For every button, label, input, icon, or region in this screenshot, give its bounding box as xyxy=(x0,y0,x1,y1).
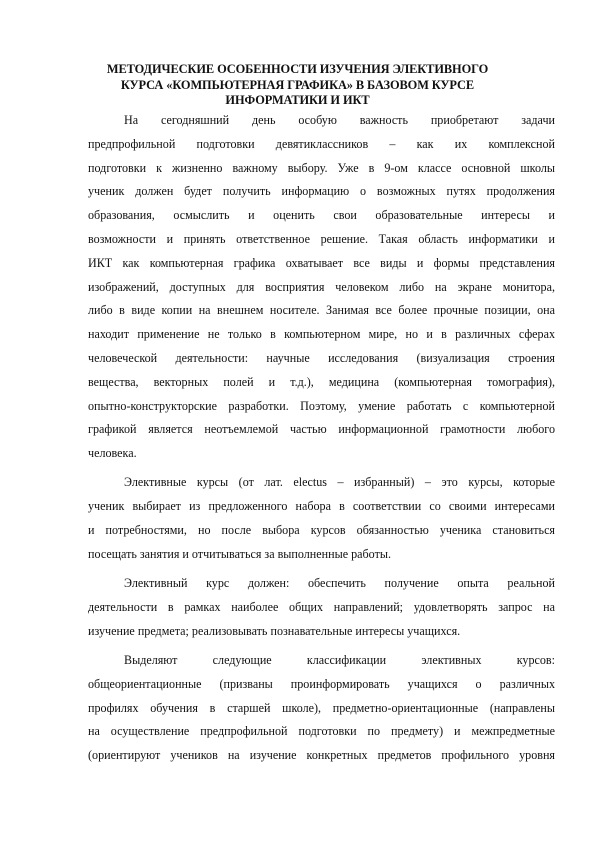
text-line: вещества, векторных полей и т.д.), медицина (компьютерная томография), xyxy=(88,374,555,389)
text-line: предпрофильной подготовки девятиклассников – как их комплексной xyxy=(88,136,555,151)
text-line: профилях обучения в старшей школе), предметно-ориентационные (направлены xyxy=(88,700,555,715)
text-line: Элективный курс должен: обеспечить получение опыта реальной xyxy=(124,576,555,591)
text-line: находит применение не только в компьютерном мире, но и в различных сферах xyxy=(88,327,555,342)
text-line: Выделяют следующие классификации элективных курсов: xyxy=(124,653,555,668)
text-line: возможности и принять ответственное решение. Такая область информатики и xyxy=(88,231,555,246)
title-line: ИНФОРМАТИКИ И ИКТ xyxy=(225,93,370,107)
text-line: образования, осмыслить и оценить свои образовательные интересы и xyxy=(88,208,555,223)
text-line: либо в виде копии на внешнем носителе. Занимая все более прочные позиции, она xyxy=(88,303,555,318)
document-title xyxy=(70,62,525,109)
text-line: Элективные курсы (от лат. electus – избранный) – это курсы, которые xyxy=(124,475,555,490)
text-line: деятельности в рамках наиболее общих направлений; удовлетворять запрос на xyxy=(88,599,555,614)
title-line: КУРСА «КОМПЬЮТЕРНАЯ ГРАФИКА» В БАЗОВОМ КУРСЕ xyxy=(120,77,475,92)
document-body xyxy=(88,109,555,768)
text-line: человеческой деятельности: научные исследования (визуализация строения xyxy=(88,350,555,365)
text-line: общеориентационные (призваны проинформировать учащихся о различных xyxy=(88,676,555,691)
text-line: человека. xyxy=(88,446,137,461)
text-line: изучение предмета; реализовывать познавательные интересы учащихся. xyxy=(88,623,461,638)
text-line: изображений, доступных для восприятия человеком либо на экране монитора, xyxy=(88,279,555,294)
text-line: На сегодняшний день особую важность приобретают задачи xyxy=(124,113,555,127)
text-line: ученик выбирает из предложенного набора в соответствии со своими интересами xyxy=(88,499,555,514)
text-line: посещать занятия и отчитываться за выполненные работы. xyxy=(88,546,391,561)
text-line: подготовки к жизненно важному выбору. Уже в 9-ом классе основной школы xyxy=(88,160,555,175)
title-line: МЕТОДИЧЕСКИЕ ОСОБЕННОСТИ ИЗУЧЕНИЯ ЭЛЕКТИВНОГО xyxy=(106,62,489,76)
text-line: и потребностями, но после выбора курсов обязанностью ученика становиться xyxy=(88,523,555,538)
text-line: ИКТ как компьютерная графика охватывает все виды и формы представления xyxy=(88,255,555,270)
text-line: (ориентируют учеников на изучение конкретных предметов профильного уровня xyxy=(88,748,555,763)
text-line: графикой является неотъемлемой частью информационной грамотности любого xyxy=(88,422,555,437)
text-line: на осуществление предпрофильной подготовки по предмету) и межпредметные xyxy=(88,724,555,739)
text-line: опытно-конструкторские разработки. Поэтому, умение работать с компьютерной xyxy=(88,398,555,413)
text-line: ученик должен будет получить информацию о возможных путях продолжения xyxy=(88,184,555,199)
